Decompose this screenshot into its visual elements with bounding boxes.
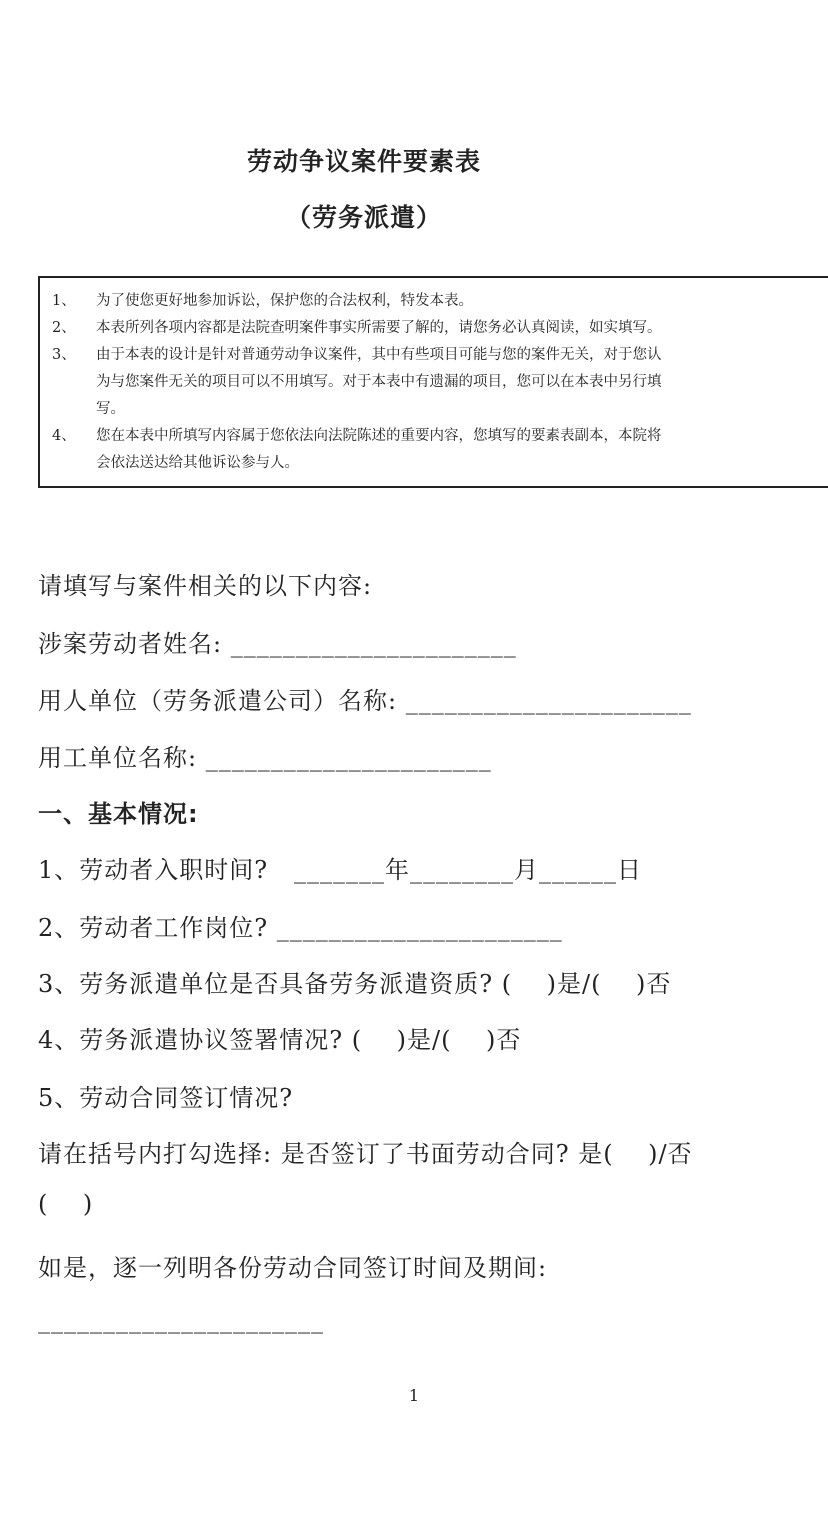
notice-text: 由于本表的设计是针对普通劳动争议案件，其中有些项目可能与您的案件无关，对于您认 为与您案件无关的项目可以不用填写。对于本表中有遗漏的项目，您可以在本表中另行填 写。 <box>96 347 662 417</box>
notice-text: 为了使您更好地参加诉讼，保护您的合法权利，特发本表。 <box>96 293 473 309</box>
question-written-contract[interactable]: 请在括号内打勾选择: 是否签订了书面劳动合同? 是( )/否 <box>38 1140 693 1168</box>
notice-number: 2、 <box>52 320 76 336</box>
notice-number: 1、 <box>52 293 76 309</box>
page-number: 1 <box>408 1386 420 1405</box>
question-dispatch-agreement[interactable]: 4、劳务派遣协议签署情况? ( )是/( )否 <box>38 1026 522 1054</box>
question-contract-list: 如是，逐一列明各份劳动合同签订时间及期间: <box>38 1254 548 1282</box>
question-job-position[interactable]: 2、劳动者工作岗位? ______________________ <box>38 914 563 942</box>
notice-number: 3、 <box>52 347 76 363</box>
question-hire-date[interactable]: 1、劳动者入职时间? _______年________月______日 <box>38 856 643 884</box>
notice-number: 4、 <box>52 428 76 444</box>
contract-list-blank[interactable]: ______________________ <box>38 1306 324 1334</box>
section-heading-basic-info: 一、基本情况: <box>38 800 199 828</box>
document-subtitle: （劳务派遣） <box>285 203 442 232</box>
question-dispatch-qualification[interactable]: 3、劳务派遣单位是否具备劳务派遣资质? ( )是/( )否 <box>38 970 672 998</box>
user-unit-name-field[interactable]: 用工单位名称: ______________________ <box>38 744 492 772</box>
form-intro: 请填写与案件相关的以下内容: <box>38 572 373 600</box>
question-labor-contract: 5、劳动合同签订情况? <box>38 1084 294 1112</box>
notice-text: 本表所列各项内容都是法院查明案件事实所需要了解的，请您务必认真阅读，如实填写。 <box>96 320 662 336</box>
employer-name-field[interactable]: 用人单位（劳务派遣公司）名称: ______________________ <box>38 687 692 715</box>
notice-text: 您在本表中所填写内容属于您依法向法院陈述的重要内容，您填写的要素表副本，本院将 会依法送达给其他诉讼参与人。 <box>96 428 662 471</box>
question-written-contract-no[interactable]: ( ) <box>38 1190 94 1218</box>
notice-box <box>38 276 828 488</box>
document-title: 劳动争议案件要素表 <box>246 147 481 176</box>
worker-name-field[interactable]: 涉案劳动者姓名: ______________________ <box>38 630 517 658</box>
